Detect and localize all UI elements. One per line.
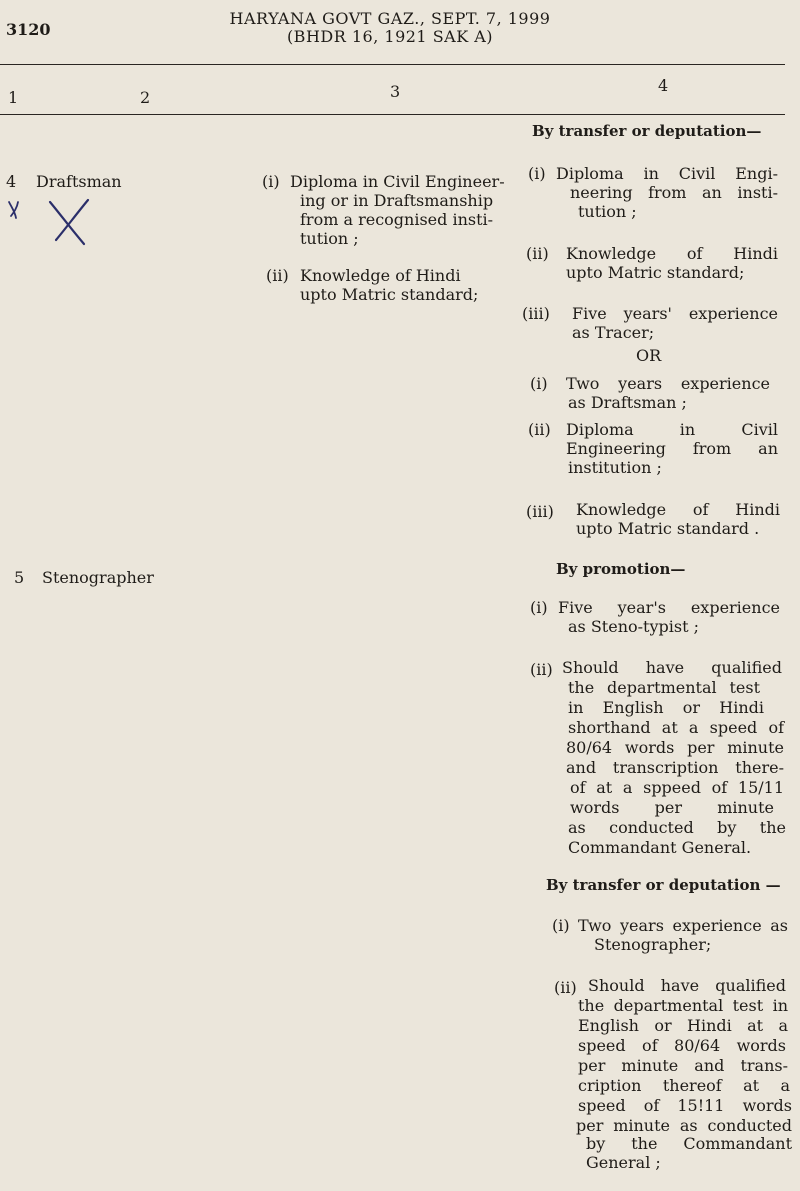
col4-d2-line: cription thereof at a bbox=[578, 1076, 790, 1095]
col4-c2-line: the departmental test bbox=[568, 678, 760, 697]
col4-d2-line: by the Commandant bbox=[586, 1134, 792, 1153]
col4-d1-number: (i) bbox=[552, 916, 570, 935]
column-number-3: 3 bbox=[390, 82, 401, 101]
col4-a2-number: (ii) bbox=[526, 244, 549, 263]
gazette-title: HARYANA GOVT GAZ., SEPT. 7, 1999 bbox=[229, 9, 551, 28]
col4-c2-line: Commandant General. bbox=[568, 838, 752, 857]
col4-b3-line: upto Matric standard . bbox=[576, 519, 760, 538]
col4-a1-line: tution ; bbox=[578, 202, 637, 221]
section-heading-transfer-deputation: By transfer or deputation — bbox=[546, 876, 781, 894]
col3-q2-line: upto Matric standard; bbox=[300, 285, 479, 304]
col4-d2-line: Should have qualified bbox=[588, 976, 786, 995]
post-name-draftsman: Draftsman bbox=[36, 172, 122, 191]
col4-c2-number: (ii) bbox=[530, 660, 553, 679]
col4-c2-line: Should have qualified bbox=[562, 658, 782, 677]
col4-b1-number: (i) bbox=[530, 374, 548, 393]
section-heading-transfer-deputation: By transfer or deputation— bbox=[532, 122, 762, 140]
col4-a3-line: Five years' experience bbox=[572, 304, 778, 323]
column-number-4: 4 bbox=[658, 76, 669, 95]
handwritten-tick-icon bbox=[6, 198, 26, 222]
col4-c1-number: (i) bbox=[530, 598, 548, 617]
col4-d2-line: General ; bbox=[586, 1153, 661, 1172]
col4-c2-line: 80/64 words per minute bbox=[566, 738, 784, 757]
col4-c2-line: of at a sppeed of 15/11 bbox=[570, 778, 784, 797]
handwritten-x-mark-icon bbox=[40, 192, 100, 252]
column-header-rule bbox=[0, 114, 785, 115]
col4-a2-line: upto Matric standard; bbox=[566, 263, 745, 282]
col4-d2-line: speed of 15!11 words bbox=[578, 1096, 792, 1115]
col4-d2-number: (ii) bbox=[554, 978, 577, 997]
col4-c2-line: and transcription there- bbox=[566, 758, 784, 777]
or-separator: OR bbox=[636, 346, 662, 365]
col4-c1-line: as Steno-typist ; bbox=[568, 617, 699, 636]
col4-b3-number: (iii) bbox=[526, 502, 554, 521]
col4-b1-line: Two years experience bbox=[566, 374, 770, 393]
page-number: 3120 bbox=[6, 20, 51, 39]
col3-q1-line: from a recognised insti- bbox=[300, 210, 494, 229]
col4-b2-line: Engineering from an bbox=[566, 439, 778, 458]
column-number-1: 1 bbox=[8, 88, 19, 107]
col4-d1-line: Two years experience as bbox=[578, 916, 788, 935]
col4-a1-number: (i) bbox=[528, 164, 546, 183]
top-rule bbox=[0, 64, 785, 65]
post-number-stenographer: 5 bbox=[14, 568, 25, 587]
col3-q1-line: ing or in Draftsmanship bbox=[300, 191, 494, 210]
col4-c2-line: words per minute bbox=[570, 798, 774, 817]
col4-b2-number: (ii) bbox=[528, 420, 551, 439]
section-heading-promotion: By promotion— bbox=[556, 560, 686, 578]
column-number-2: 2 bbox=[140, 88, 151, 107]
col4-b2-line: Diploma in Civil bbox=[566, 420, 778, 439]
col3-q2-number: (ii) bbox=[266, 266, 289, 285]
col4-a3-line: as Tracer; bbox=[572, 323, 655, 342]
col4-b2-line: institution ; bbox=[568, 458, 662, 477]
col4-b3-line: Knowledge of Hindi bbox=[576, 500, 780, 519]
col4-c2-line: shorthand at a speed of bbox=[568, 718, 784, 737]
col4-d1-line: Stenographer; bbox=[594, 935, 712, 954]
gazette-subtitle: (BHDR 16, 1921 SAK A) bbox=[286, 27, 494, 46]
col4-a2-line: Knowledge of Hindi bbox=[566, 244, 778, 263]
col4-d2-line: the departmental test in bbox=[578, 996, 788, 1015]
col4-d2-line: per minute and trans- bbox=[578, 1056, 788, 1075]
col4-a1-line: Diploma in Civil Engi- bbox=[556, 164, 778, 183]
col3-q1-number: (i) bbox=[262, 172, 280, 191]
col4-d2-line: per minute as conducted bbox=[576, 1116, 792, 1135]
col4-c1-line: Five year's experience bbox=[558, 598, 780, 617]
col3-q1-line: tution ; bbox=[300, 229, 359, 248]
post-name-stenographer: Stenographer bbox=[42, 568, 154, 587]
col4-a3-number: (iii) bbox=[522, 304, 550, 323]
col3-q1-line: Diploma in Civil Engineer- bbox=[290, 172, 505, 191]
col4-d2-line: English or Hindi at a bbox=[578, 1016, 788, 1035]
col4-d2-line: speed of 80/64 words bbox=[578, 1036, 786, 1055]
post-number-draftsman: 4 bbox=[6, 172, 17, 191]
col4-c2-line: in English or Hindi bbox=[568, 698, 764, 717]
col4-c2-line: as conducted by the bbox=[568, 818, 786, 837]
col4-a1-line: neering from an insti- bbox=[570, 183, 778, 202]
col4-b1-line: as Draftsman ; bbox=[568, 393, 687, 412]
col3-q2-line: Knowledge of Hindi bbox=[300, 266, 461, 285]
